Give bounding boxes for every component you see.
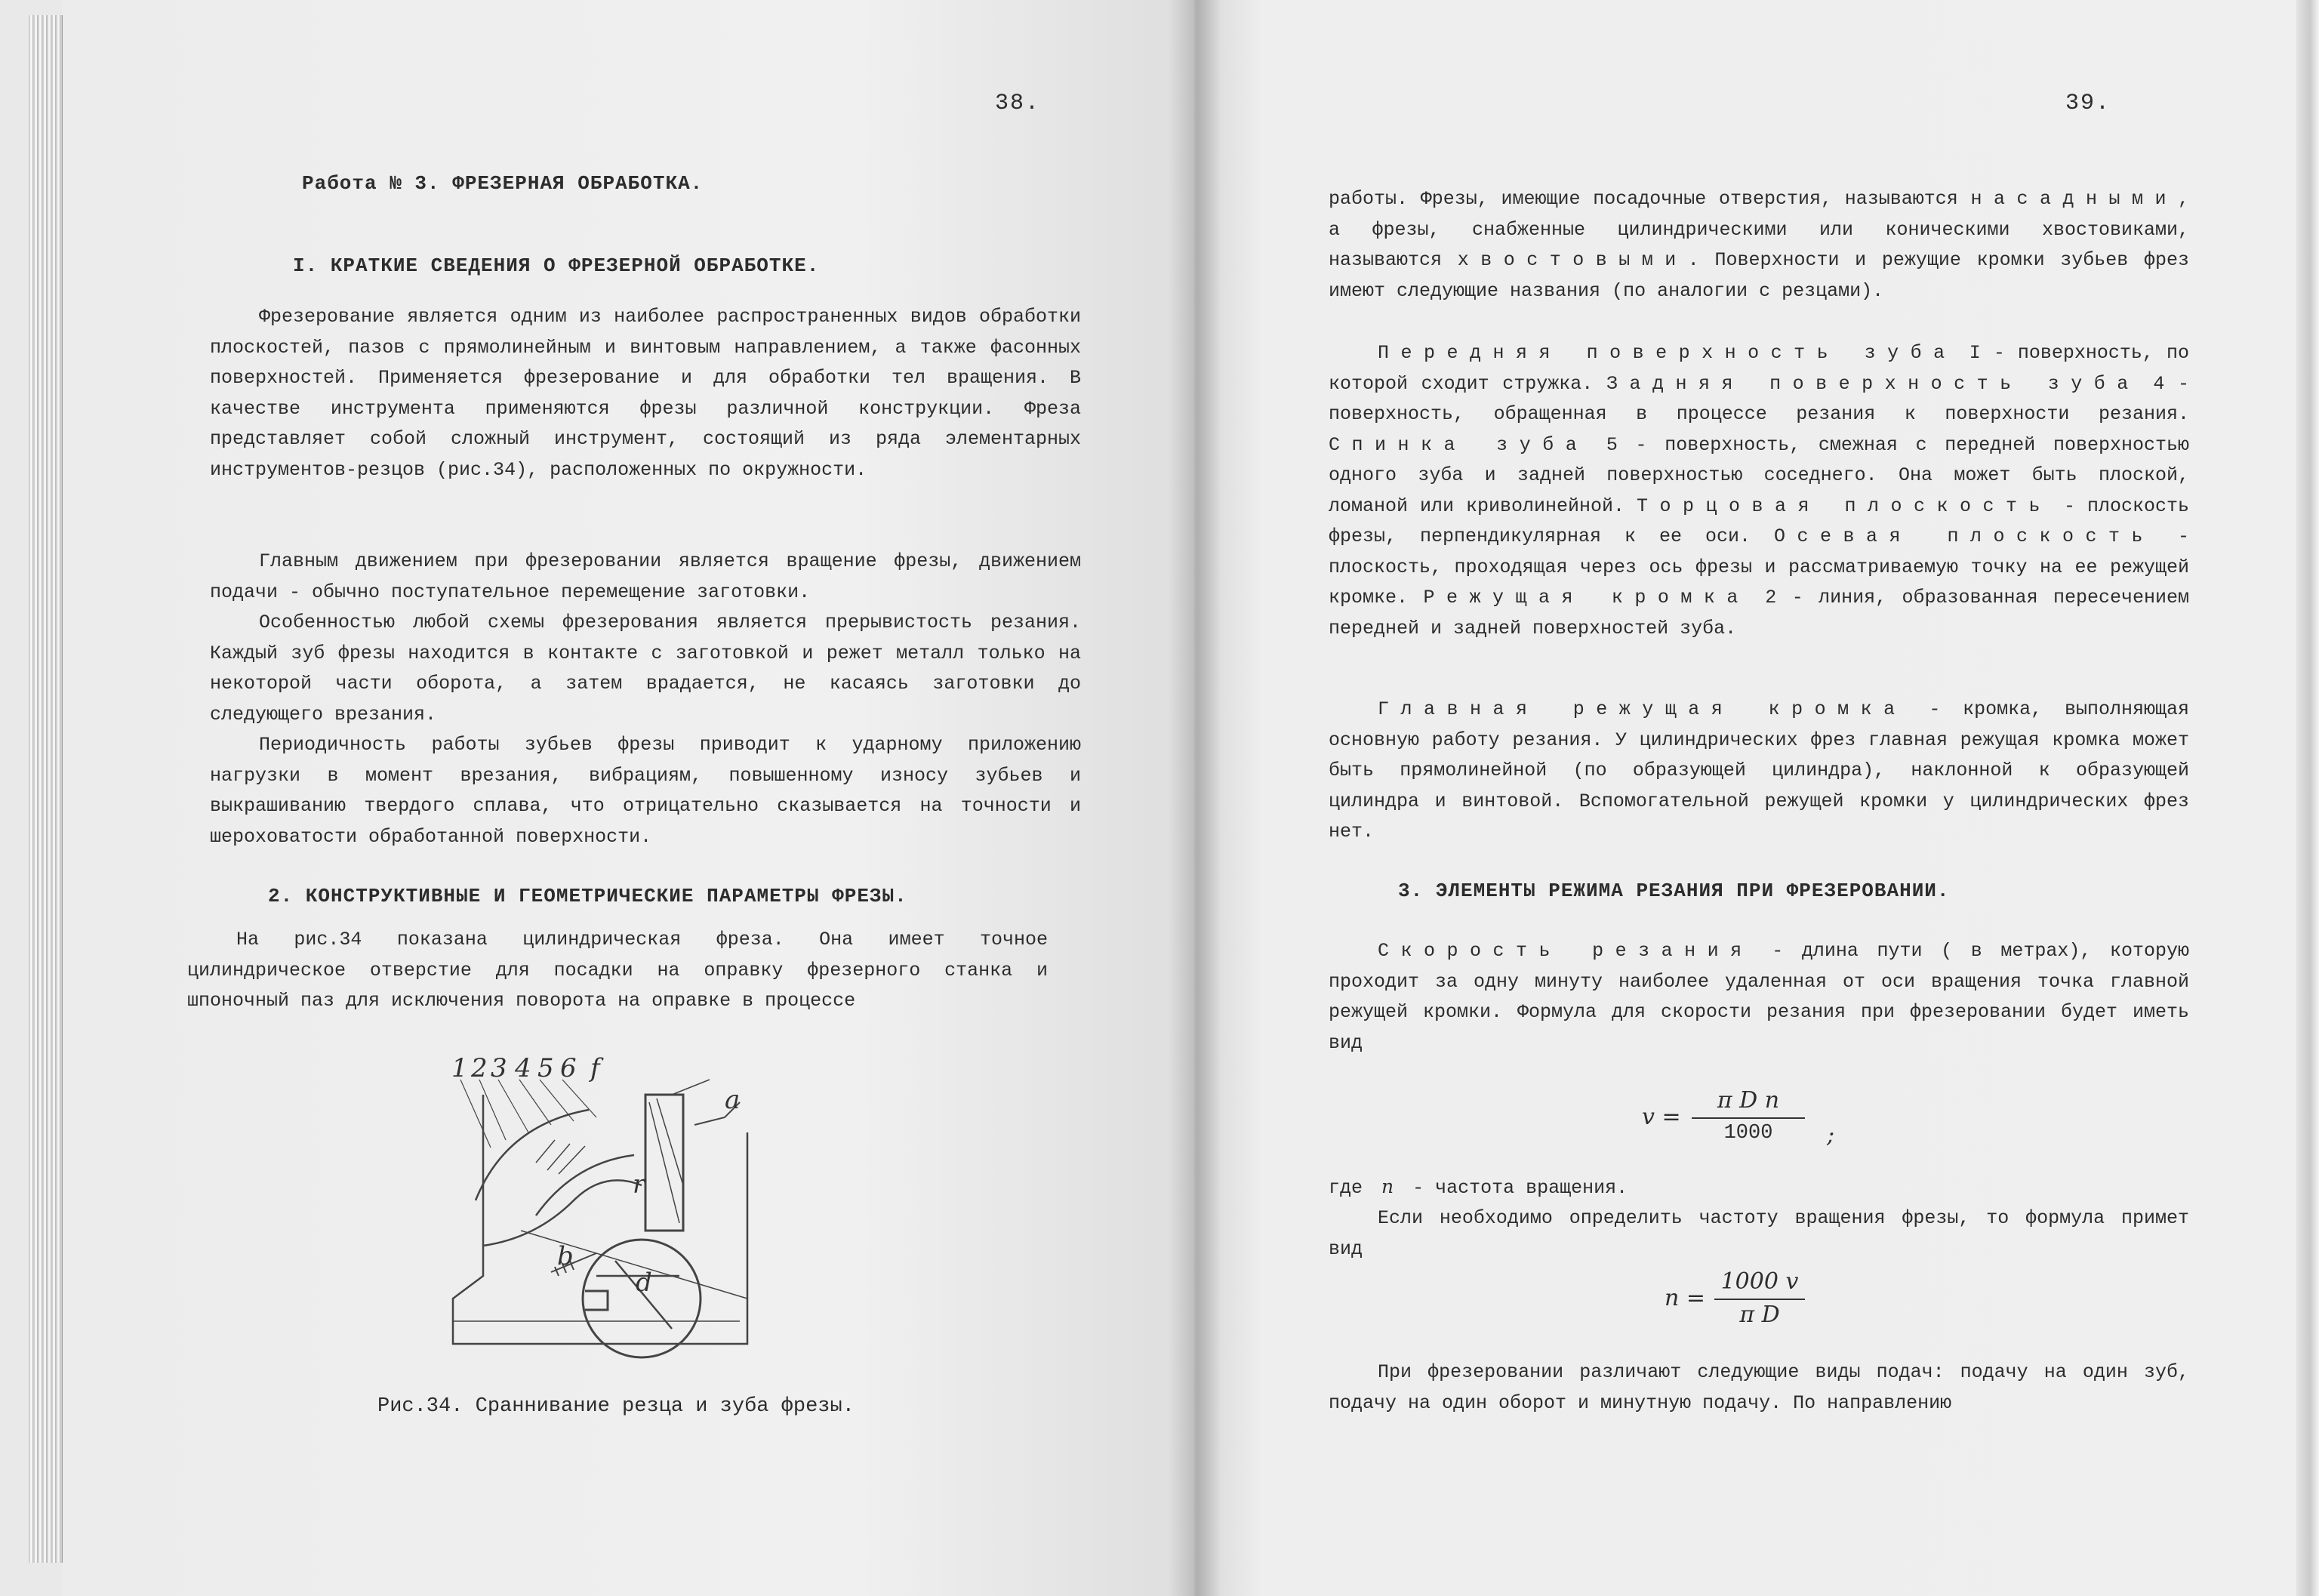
term-osevaya-ploskost: Осевая плоскость (1773, 525, 2155, 547)
right-p2-text-f: 2 - линия, образованная пересечением передней и задней поверхностей зуба. (1329, 587, 2190, 639)
section1-paragraph-1: Фрезерование является одним из наиболее распространенных видов обработки плоскостей, пазов с прямолинейным и винтовым направлением, а также фасонных поверхностей. Применяется фрезерование и для обработки тел вращения. В качестве инструмента применяются фрезы различной конструкции. Фреза представляет собой сложный инструмент, состоящий из ряда элементарных инструментов-резцов (рис.34), расположенных по окружности. (210, 306, 1081, 481)
term-spinka-zuba: Спинка зуба (1329, 433, 1589, 456)
right-paragraph-7: При фрезеровании различают следующие виды подач: подачу на один зуб, подачу на один оборот и минутную подачу. По направлению (1329, 1361, 2189, 1414)
figure-label-1: 1 (451, 1053, 468, 1083)
workpiece-outline (453, 1095, 747, 1344)
term-tortsovaya-ploskost: Торцовая плоскость (1637, 495, 2053, 517)
right-p5-text: - частота вращения. (1401, 1177, 1628, 1199)
page-edge-stack (29, 15, 63, 1563)
figure-label-3: 3 (491, 1053, 507, 1083)
formula1-denominator: 1000 (1723, 1122, 1773, 1145)
term-glavnaya-rezhushchaya-kromka: Главная режущая кромка (1378, 698, 1907, 720)
right-p4-text-a: - длина пути ( в метрах), которую проходит за одну минуту наиболее удаленная от оси вращения точка главной режущей кромки. Формула для скорости резания при фрезеровании будет иметь вид (1329, 940, 2189, 1054)
right-p3-text-a: - кромка, выполняющая основную работу резания. У цилиндрических фрез главная режущая кромка может быть прямолинейной (по образующей цилиндра), наклонной к образующей цилиндра и винтовой. Вспомогательной режущей кромки у цилиндрических фрез нет. (1329, 698, 2189, 843)
formula1-numerator: π D n (1717, 1087, 1780, 1114)
formula2-numerator: 1000 v (1720, 1268, 1799, 1295)
figure-label-d: d (636, 1268, 652, 1298)
figure-label-f: f (590, 1053, 600, 1083)
term-zadnyaya-poverkhnost: Задняя поверхность зуба (1606, 372, 2140, 395)
formula2-fraction-bar (1714, 1299, 1805, 1300)
right-p2-text-e: - плоскость, проходящая через ось фрезы и рассматриваемую точку на ее режущей кромке. (1329, 525, 2189, 609)
symbol-n: n (1381, 1175, 1394, 1197)
section2-paragraph-1: На рис.34 показана цилиндрическая фреза. Она имеет точное цилиндрическое отверстие для посадки на оправку фрезерного станка и шпоночный паз для исключения поворота на оправке в процессе (187, 929, 1048, 1012)
figure-label-2: 2 (471, 1053, 488, 1083)
right-page-edge (2296, 0, 2319, 1596)
figure-label-6: 6 (560, 1053, 577, 1083)
figure-label-r: r (633, 1169, 645, 1200)
term-khvostovymi: хвостовыми (1457, 249, 1688, 271)
right-paragraph-1 (1329, 184, 2189, 307)
work-title: Работа № 3. ФРЕЗЕРНАЯ ОБРАБОТКА. (302, 172, 704, 195)
term-perednyaya-poverkhnost: Передняя поверхность зуба (1378, 342, 1957, 364)
term-skorost-rezaniya: Скорость резания (1378, 940, 1754, 962)
right-p2-text-a: I - поверхность, по которой сходит стружка. (1329, 342, 2189, 395)
cutter-hub-circle (583, 1240, 701, 1357)
right-p1-text-c: . Поверхности и режущие кромки зубьев фрез имеют следующие названия (по аналогии с резцами). (1329, 249, 2189, 302)
keyway (585, 1291, 608, 1310)
figure-34-cutter-diagram (423, 1049, 785, 1366)
section3-heading: 3. ЭЛЕМЕНТЫ РЕЖИМА РЕЗАНИЯ ПРИ ФРЕЗЕРОВАНИИ. (1398, 880, 1950, 902)
figure-34-caption: Рис.34. Сраннивание резца и зуба фрезы. (377, 1395, 855, 1418)
formula2-lhs: n = (1665, 1285, 1705, 1311)
formula1-fraction-bar (1692, 1117, 1805, 1119)
right-p2-text-b: 4 - поверхность, обращенная в процессе резания к поверхности резания. (1329, 372, 2190, 425)
figure-label-a: a (725, 1085, 741, 1115)
section2-heading: 2. КОНСТРУКТИВНЫЕ И ГЕОМЕТРИЧЕСКИЕ ПАРАМЕТРЫ ФРЕЗЫ. (268, 885, 907, 907)
right-paragraph-6: Если необходимо определить частоту вращения фрезы, то формула примет вид (1329, 1207, 2189, 1260)
figure-label-5: 5 (537, 1053, 554, 1083)
right-paragraph-4 (1329, 936, 2189, 1058)
formula1-lhs: v = (1642, 1104, 1681, 1130)
right-p2-text-c: 5 - поверхность, смежная с передней поверхностью одного зуба и задней поверхностью соседнего. Она может быть плоской, ломаной или криволинейной. (1329, 433, 2189, 517)
section1-paragraph-2: Главным движением при фрезеровании является вращение фрезы, движением подачи - обычно поступательное перемещение заготовки. (210, 550, 1081, 603)
formula1-semicolon: ; (1827, 1122, 1835, 1148)
right-p5-where: где (1329, 1177, 1363, 1199)
formula2-denominator: π D (1739, 1302, 1780, 1328)
left-page-number: 38. (995, 91, 1041, 116)
section1-paragraph-3: Особенностью любой схемы фрезерования является прерывистость резания. Каждый зуб фрезы находится в контакте с заготовкой и режет металл только на некоторой части оборота, а затем врадается, не касаясь заготовки до следующего врезания. (210, 612, 1081, 726)
figure-label-4: 4 (515, 1053, 531, 1083)
term-nasadnymi: насадными (1970, 188, 2178, 210)
term-rezhushchaya-kromka: Режущая кромка (1423, 587, 1750, 609)
binding-gutter (1169, 0, 1221, 1596)
figure-label-b: b (557, 1241, 574, 1271)
right-page-number: 39. (2065, 91, 2111, 116)
right-paragraph-5 (1329, 1172, 2189, 1204)
section1-paragraph-4: Периодичность работы зубьев фрезы приводит к ударному приложению нагрузки в момент врезания, вибрациям, повышенному износу зубьев и выкрашиванию твердого сплава, что отрицательно сказывается на точности и шероховатости обработанной поверхности. (210, 734, 1081, 848)
section1-heading: I. КРАТКИЕ СВЕДЕНИЯ О ФРЕЗЕРНОЙ ОБРАБОТКЕ. (293, 254, 820, 277)
right-paragraph-2 (1329, 338, 2189, 644)
right-p1-text-b: , а фрезы, снабженные цилиндрическими или коническими хвостовиками, называются (1329, 188, 2189, 271)
right-p2-text-d: - плоскость фрезы, перпендикулярная к ее оси. (1329, 495, 2190, 547)
right-paragraph-3 (1329, 695, 2189, 848)
right-p1-text-a: работы. Фрезы, имеющие посадочные отверстия, называются (1329, 188, 1971, 210)
